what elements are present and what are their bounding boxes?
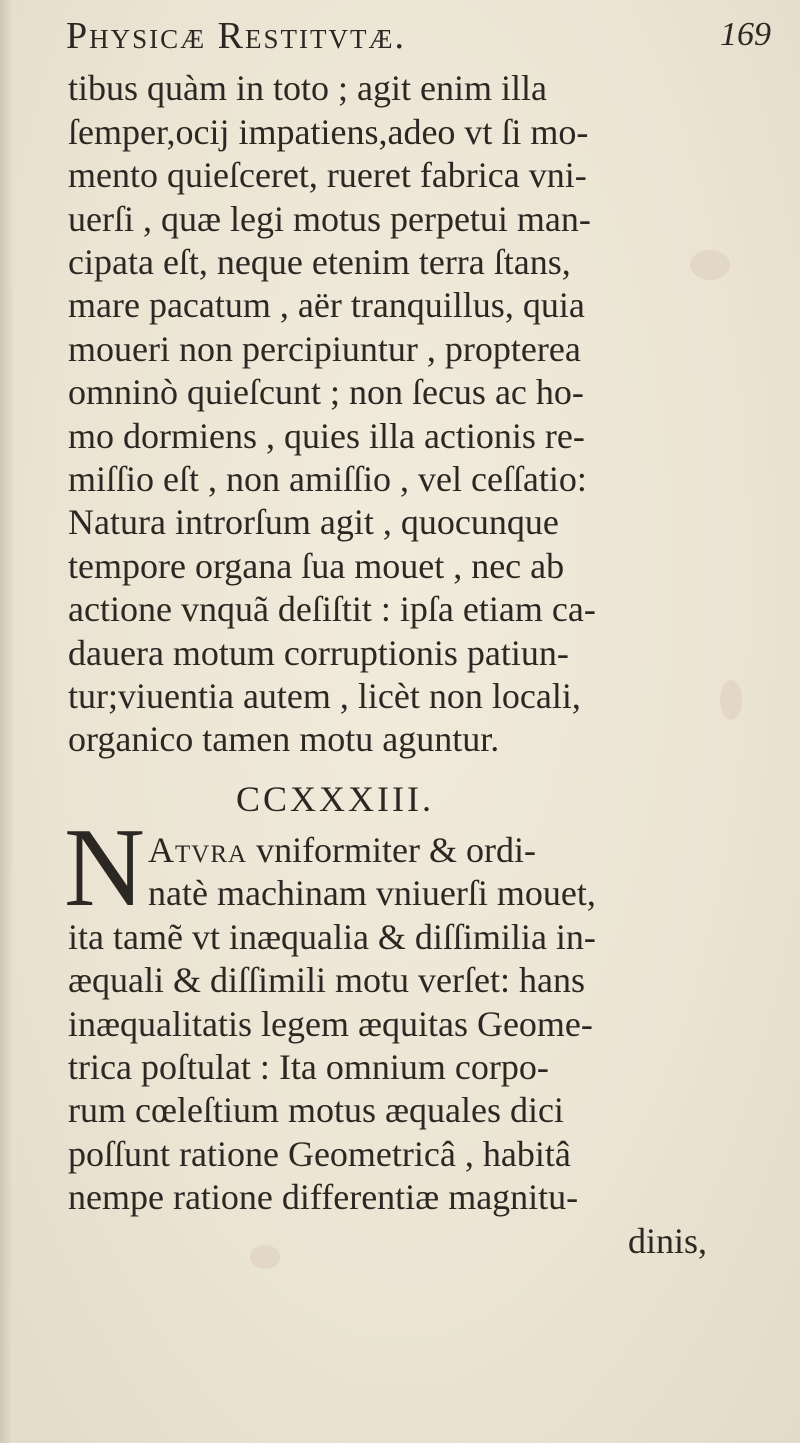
text-line: miſſio eſt , non amiſſio , vel ceſſatio: [68,459,587,499]
drop-cap: N [64,806,145,930]
text-line: æquali & diſſimili motu verſet: hans [68,960,585,1000]
text-line: tibus quàm in toto ; agit enim illa [68,68,547,108]
text-line: Natura introrſum agit , quocunque [68,502,559,542]
text-line: nempe ratione differentiæ magnitu- [68,1177,579,1217]
text-line: uerſi , quæ legi motus perpetui man- [68,199,591,239]
page-number: 169 [720,16,771,53]
text-line: inæqualitatis legem æquitas Geome- [68,1004,593,1044]
text-line: actione vnquã deſiſtit : ipſa etiam ca- [68,589,596,629]
text-line: moueri non percipiuntur , propterea [68,329,581,369]
text-line: mento quieſceret, rueret fabrica vni- [68,155,587,195]
catchword: dinis, [628,1221,708,1261]
smallcaps-word: Atvra [148,830,248,870]
text-line: natè machinam vniuerſi mouet, [148,873,596,913]
text-line: cipata eſt, neque etenim terra ſtans, [68,242,571,282]
text-line: tempore organa ſua mouet , nec ab [68,546,565,586]
text-line: tur;viuentia autem , licèt non locali, [68,676,581,716]
text-line: organico tamen motu aguntur. [68,719,500,759]
text-line: dauera motum corruptionis patiun- [68,633,569,673]
text-line: trica poſtulat : Ita omnium corpo- [68,1047,549,1087]
text-line: omninò quieſcunt ; non ſecus ac ho- [68,372,584,412]
section-heading: CCXXXIII. [236,779,434,819]
text-line: rum cœleſtium motus æquales dici [68,1090,564,1130]
text-line: ita tamẽ vt inæqualia & diſſimilia in- [68,917,596,957]
binding-gutter [0,0,14,1443]
running-head: Physicæ Restitvtæ. [66,15,406,57]
text-line: poſſunt ratione Geometricâ , habitâ [68,1134,571,1174]
text-line: mare pacatum , aër tranquillus, quia [68,285,585,325]
text-line: ſemper,ocij impatiens,adeo vt ſi mo- [68,112,589,152]
text-line: Atvra vniformiter & ordi- [148,830,536,870]
text-line: mo dormiens , quies illa actionis re- [68,416,585,456]
